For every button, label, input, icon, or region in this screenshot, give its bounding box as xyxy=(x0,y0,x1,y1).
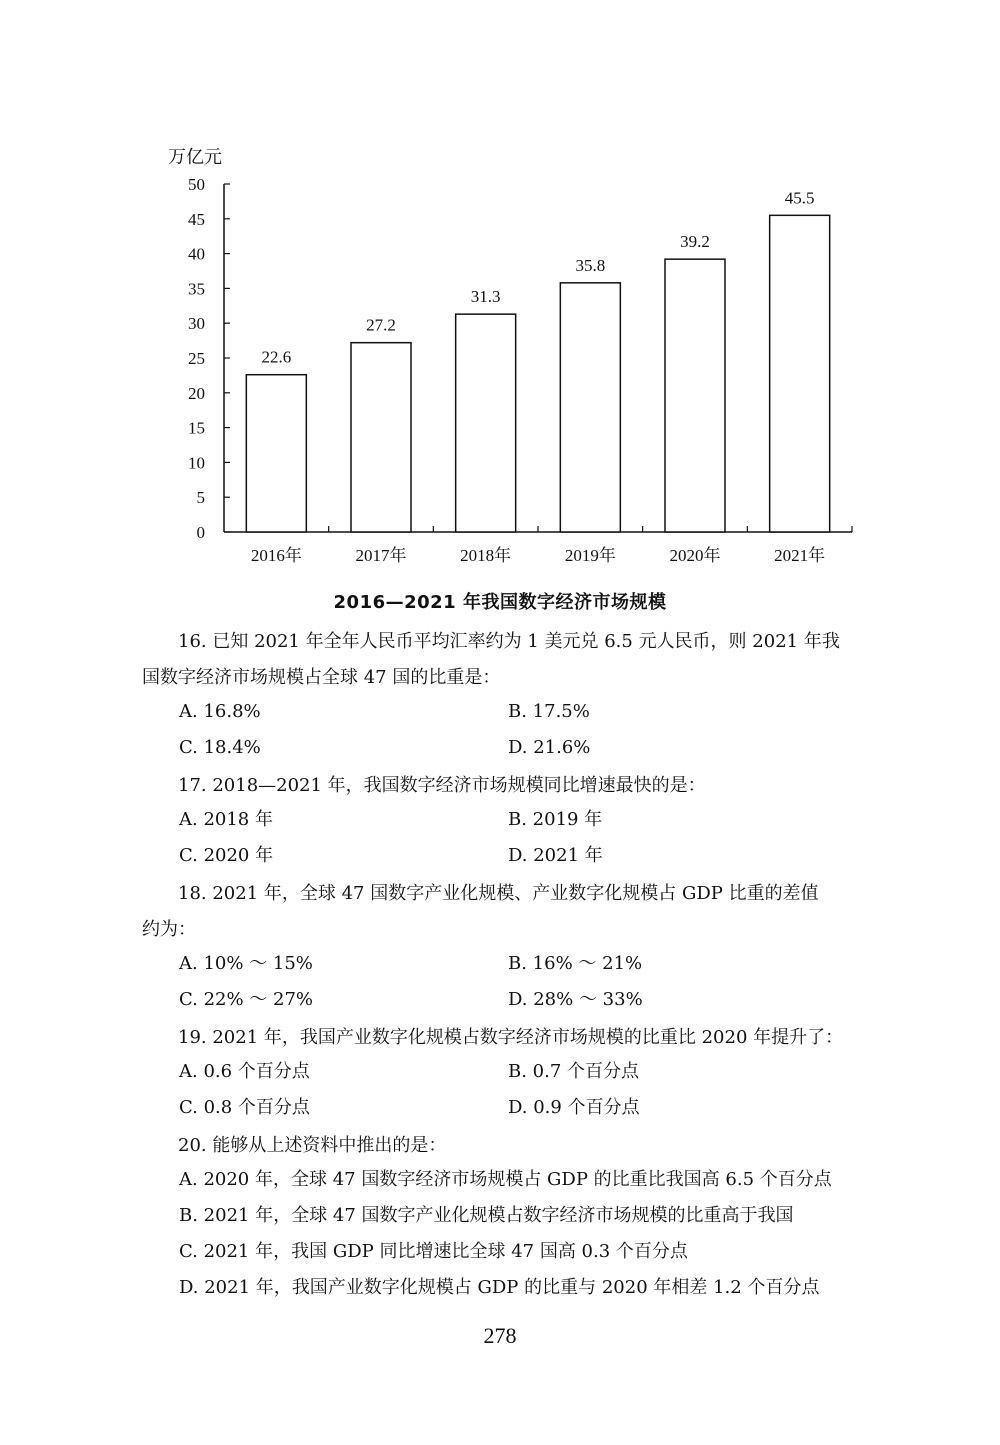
question-19-line-1: 19. 2021 年，我国产业数字化规模占数字经济市场规模的比重比 2020 年提升了： xyxy=(178,1027,844,1048)
question-17-line-1: 17. 2018—2021 年，我国数字经济市场规模同比增速最快的是： xyxy=(178,775,706,796)
q20-option-c[interactable]: C. 2021 年，我国 GDP 同比增速比全球 47 国高 0.3 个百分点 xyxy=(179,1241,688,1262)
x-tick-label: 2021年 xyxy=(774,546,826,565)
y-tick-label: 15 xyxy=(188,418,205,438)
question-18-stem xyxy=(142,876,890,948)
x-tick-label: 2019年 xyxy=(564,546,616,565)
bar-value-label: 31.3 xyxy=(470,287,501,307)
bar-value-label: 45.5 xyxy=(784,188,815,208)
q20-option-b[interactable]: B. 2021 年，全球 47 国数字产业化规模占数字经济市场规模的比重高于我国 xyxy=(179,1205,794,1226)
bar xyxy=(665,259,725,532)
question-20-stem xyxy=(142,1128,890,1164)
question-16-line-1: 16. 已知 2021 年全年人民币平均汇率约为 1 美元兑 6.5 元人民币，则 2021 年我 xyxy=(178,631,840,652)
q17-option-b[interactable]: B. 2019 年 xyxy=(508,809,603,830)
y-tick-label: 50 xyxy=(188,175,205,194)
bar xyxy=(770,215,830,532)
x-tick-label: 2020年 xyxy=(669,546,721,565)
q19-option-b[interactable]: B. 0.7 个百分点 xyxy=(508,1061,640,1082)
y-tick-label: 30 xyxy=(188,314,205,334)
y-tick-label: 5 xyxy=(196,488,205,508)
q16-option-c[interactable]: C. 18.4% xyxy=(179,737,261,758)
page-number: 278 xyxy=(483,1323,517,1348)
question-19-stem xyxy=(142,1020,890,1056)
chart-title: 2016—2021 年我国数字经济市场规模 xyxy=(333,592,667,613)
q16-option-a[interactable]: A. 16.8% xyxy=(179,701,261,722)
x-tick-label: 2016年 xyxy=(250,546,302,565)
bar-value-label: 39.2 xyxy=(680,232,710,252)
y-tick-label: 10 xyxy=(188,453,205,473)
chart-axes xyxy=(224,184,852,532)
bar-value-label: 27.2 xyxy=(366,315,396,335)
bar xyxy=(246,375,306,532)
y-tick-label: 40 xyxy=(188,244,205,264)
q19-option-a[interactable]: A. 0.6 个百分点 xyxy=(179,1061,310,1082)
q17-option-d[interactable]: D. 2021 年 xyxy=(508,845,603,866)
chart-bars xyxy=(246,188,829,532)
y-tick-label: 20 xyxy=(188,383,205,403)
q17-option-a[interactable]: A. 2018 年 xyxy=(179,809,273,830)
q20-option-a[interactable]: A. 2020 年，全球 47 国数字经济市场规模占 GDP 的比重比我国高 6.5 个百分点 xyxy=(179,1169,832,1190)
q18-option-b[interactable]: B. 16% ～ 21% xyxy=(508,953,643,974)
bar xyxy=(351,343,411,532)
q16-option-d[interactable]: D. 21.6% xyxy=(508,737,591,758)
q18-option-d[interactable]: D. 28% ～ 33% xyxy=(508,989,643,1010)
x-tick-label: 2017年 xyxy=(355,546,407,565)
q19-option-d[interactable]: D. 0.9 个百分点 xyxy=(508,1097,640,1118)
y-tick-label: 25 xyxy=(188,349,205,368)
q19-option-c[interactable]: C. 0.8 个百分点 xyxy=(179,1097,310,1118)
y-tick-label: 0 xyxy=(196,523,205,542)
y-axis-unit-label: 万亿元 xyxy=(168,147,222,167)
question-17-stem xyxy=(142,768,890,804)
q16-option-b[interactable]: B. 17.5% xyxy=(508,701,590,722)
bar-value-label: 35.8 xyxy=(575,255,606,275)
x-tick-label: 2018年 xyxy=(460,546,512,565)
q18-option-c[interactable]: C. 22% ～ 27% xyxy=(179,989,314,1010)
q18-option-a[interactable]: A. 10% ～ 15% xyxy=(179,953,313,974)
bar-chart xyxy=(0,0,1000,580)
question-18-line-2: 约为： xyxy=(142,919,196,940)
question-18-line-1: 18. 2021 年，全球 47 国数字产业化规模、产业数字化规模占 GDP 比重的差值 xyxy=(178,883,819,904)
bar-value-label: 22.6 xyxy=(261,347,292,367)
q20-option-d[interactable]: D. 2021 年，我国产业数字化规模占 GDP 的比重与 2020 年相差 1.2 个百分点 xyxy=(179,1277,820,1298)
question-20-line-1: 20. 能够从上述资料中推出的是： xyxy=(178,1135,447,1156)
question-16-line-2: 国数字经济市场规模占全球 47 国的比重是： xyxy=(142,667,501,688)
y-tick-label: 45 xyxy=(188,209,205,229)
bar xyxy=(456,314,516,532)
y-tick-label: 35 xyxy=(188,279,205,299)
bar xyxy=(560,283,620,532)
q17-option-c[interactable]: C. 2020 年 xyxy=(179,845,274,866)
question-16-stem xyxy=(142,624,890,696)
